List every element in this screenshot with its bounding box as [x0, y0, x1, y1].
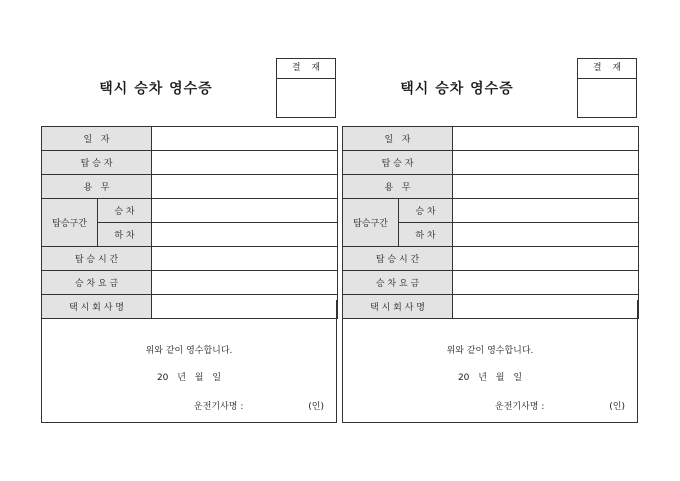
- boarding-label: 승 차: [98, 199, 152, 223]
- confirm-text: 위와 같이 영수합니다.: [446, 346, 534, 356]
- table-row: [42, 127, 338, 151]
- date-label: 일 자: [343, 127, 453, 151]
- receipt-table: [41, 126, 338, 319]
- fare-label: 승 차 요 금: [343, 271, 453, 295]
- approval-sign-area[interactable]: [578, 79, 636, 117]
- boarding-time-label: 탑 승 시 간: [42, 247, 152, 271]
- receipt-footer: [41, 300, 337, 423]
- receipt-form-left: [41, 0, 337, 481]
- passenger-label: 탑 승 자: [42, 151, 152, 175]
- purpose-field[interactable]: [152, 175, 338, 199]
- date-field[interactable]: [453, 127, 639, 151]
- fare-field[interactable]: [152, 271, 338, 295]
- table-row: [42, 175, 338, 199]
- table-row: [42, 151, 338, 175]
- approval-box: [276, 58, 336, 118]
- approval-sign-area[interactable]: [277, 79, 335, 117]
- approval-label: 결 재: [277, 59, 335, 79]
- boarding-field[interactable]: [152, 199, 338, 223]
- passenger-label: 탑 승 자: [343, 151, 453, 175]
- section-label: 탑승구간: [42, 199, 98, 247]
- approval-label: 결 재: [578, 59, 636, 79]
- date-label: 일 자: [42, 127, 152, 151]
- boarding-time-field[interactable]: [152, 247, 338, 271]
- boarding-field[interactable]: [453, 199, 639, 223]
- receipt-footer: [342, 300, 638, 423]
- purpose-label: 용 무: [42, 175, 152, 199]
- boarding-time-field[interactable]: [453, 247, 639, 271]
- alighting-label: 하 차: [98, 223, 152, 247]
- section-label: 탑승구간: [343, 199, 399, 247]
- driver-name-label: 운전기사명 :: [495, 402, 545, 412]
- alighting-label: 하 차: [399, 223, 453, 247]
- table-row: [343, 271, 639, 295]
- date-field[interactable]: [152, 127, 338, 151]
- passenger-field[interactable]: [453, 151, 639, 175]
- taxi-company-label: 택 시 회 사 명: [42, 295, 152, 319]
- table-row: [343, 127, 639, 151]
- fare-field[interactable]: [453, 271, 639, 295]
- receipt-title: 택시 승차 영수증: [400, 81, 514, 97]
- table-row: [42, 247, 338, 271]
- issue-date-line: 20 년 월 일: [457, 373, 523, 383]
- alighting-field[interactable]: [453, 223, 639, 247]
- table-row: [42, 199, 338, 223]
- table-row: [42, 271, 338, 295]
- receipt-table: [342, 126, 639, 319]
- approval-box: [577, 58, 637, 118]
- issue-date-line: 20 년 월 일: [156, 373, 222, 383]
- alighting-field[interactable]: [152, 223, 338, 247]
- seal-mark: (인): [609, 402, 625, 412]
- boarding-label: 승 차: [399, 199, 453, 223]
- fare-label: 승 차 요 금: [42, 271, 152, 295]
- seal-mark: (인): [308, 402, 324, 412]
- receipt-form-right: [342, 0, 638, 481]
- passenger-field[interactable]: [152, 151, 338, 175]
- table-row: [343, 247, 639, 271]
- boarding-time-label: 탑 승 시 간: [343, 247, 453, 271]
- purpose-field[interactable]: [453, 175, 639, 199]
- receipt-title: 택시 승차 영수증: [99, 81, 213, 97]
- taxi-company-label: 택 시 회 사 명: [343, 295, 453, 319]
- confirm-text: 위와 같이 영수합니다.: [145, 346, 233, 356]
- table-row: [343, 151, 639, 175]
- table-row: [343, 199, 639, 223]
- table-row: [343, 175, 639, 199]
- driver-name-label: 운전기사명 :: [194, 402, 244, 412]
- purpose-label: 용 무: [343, 175, 453, 199]
